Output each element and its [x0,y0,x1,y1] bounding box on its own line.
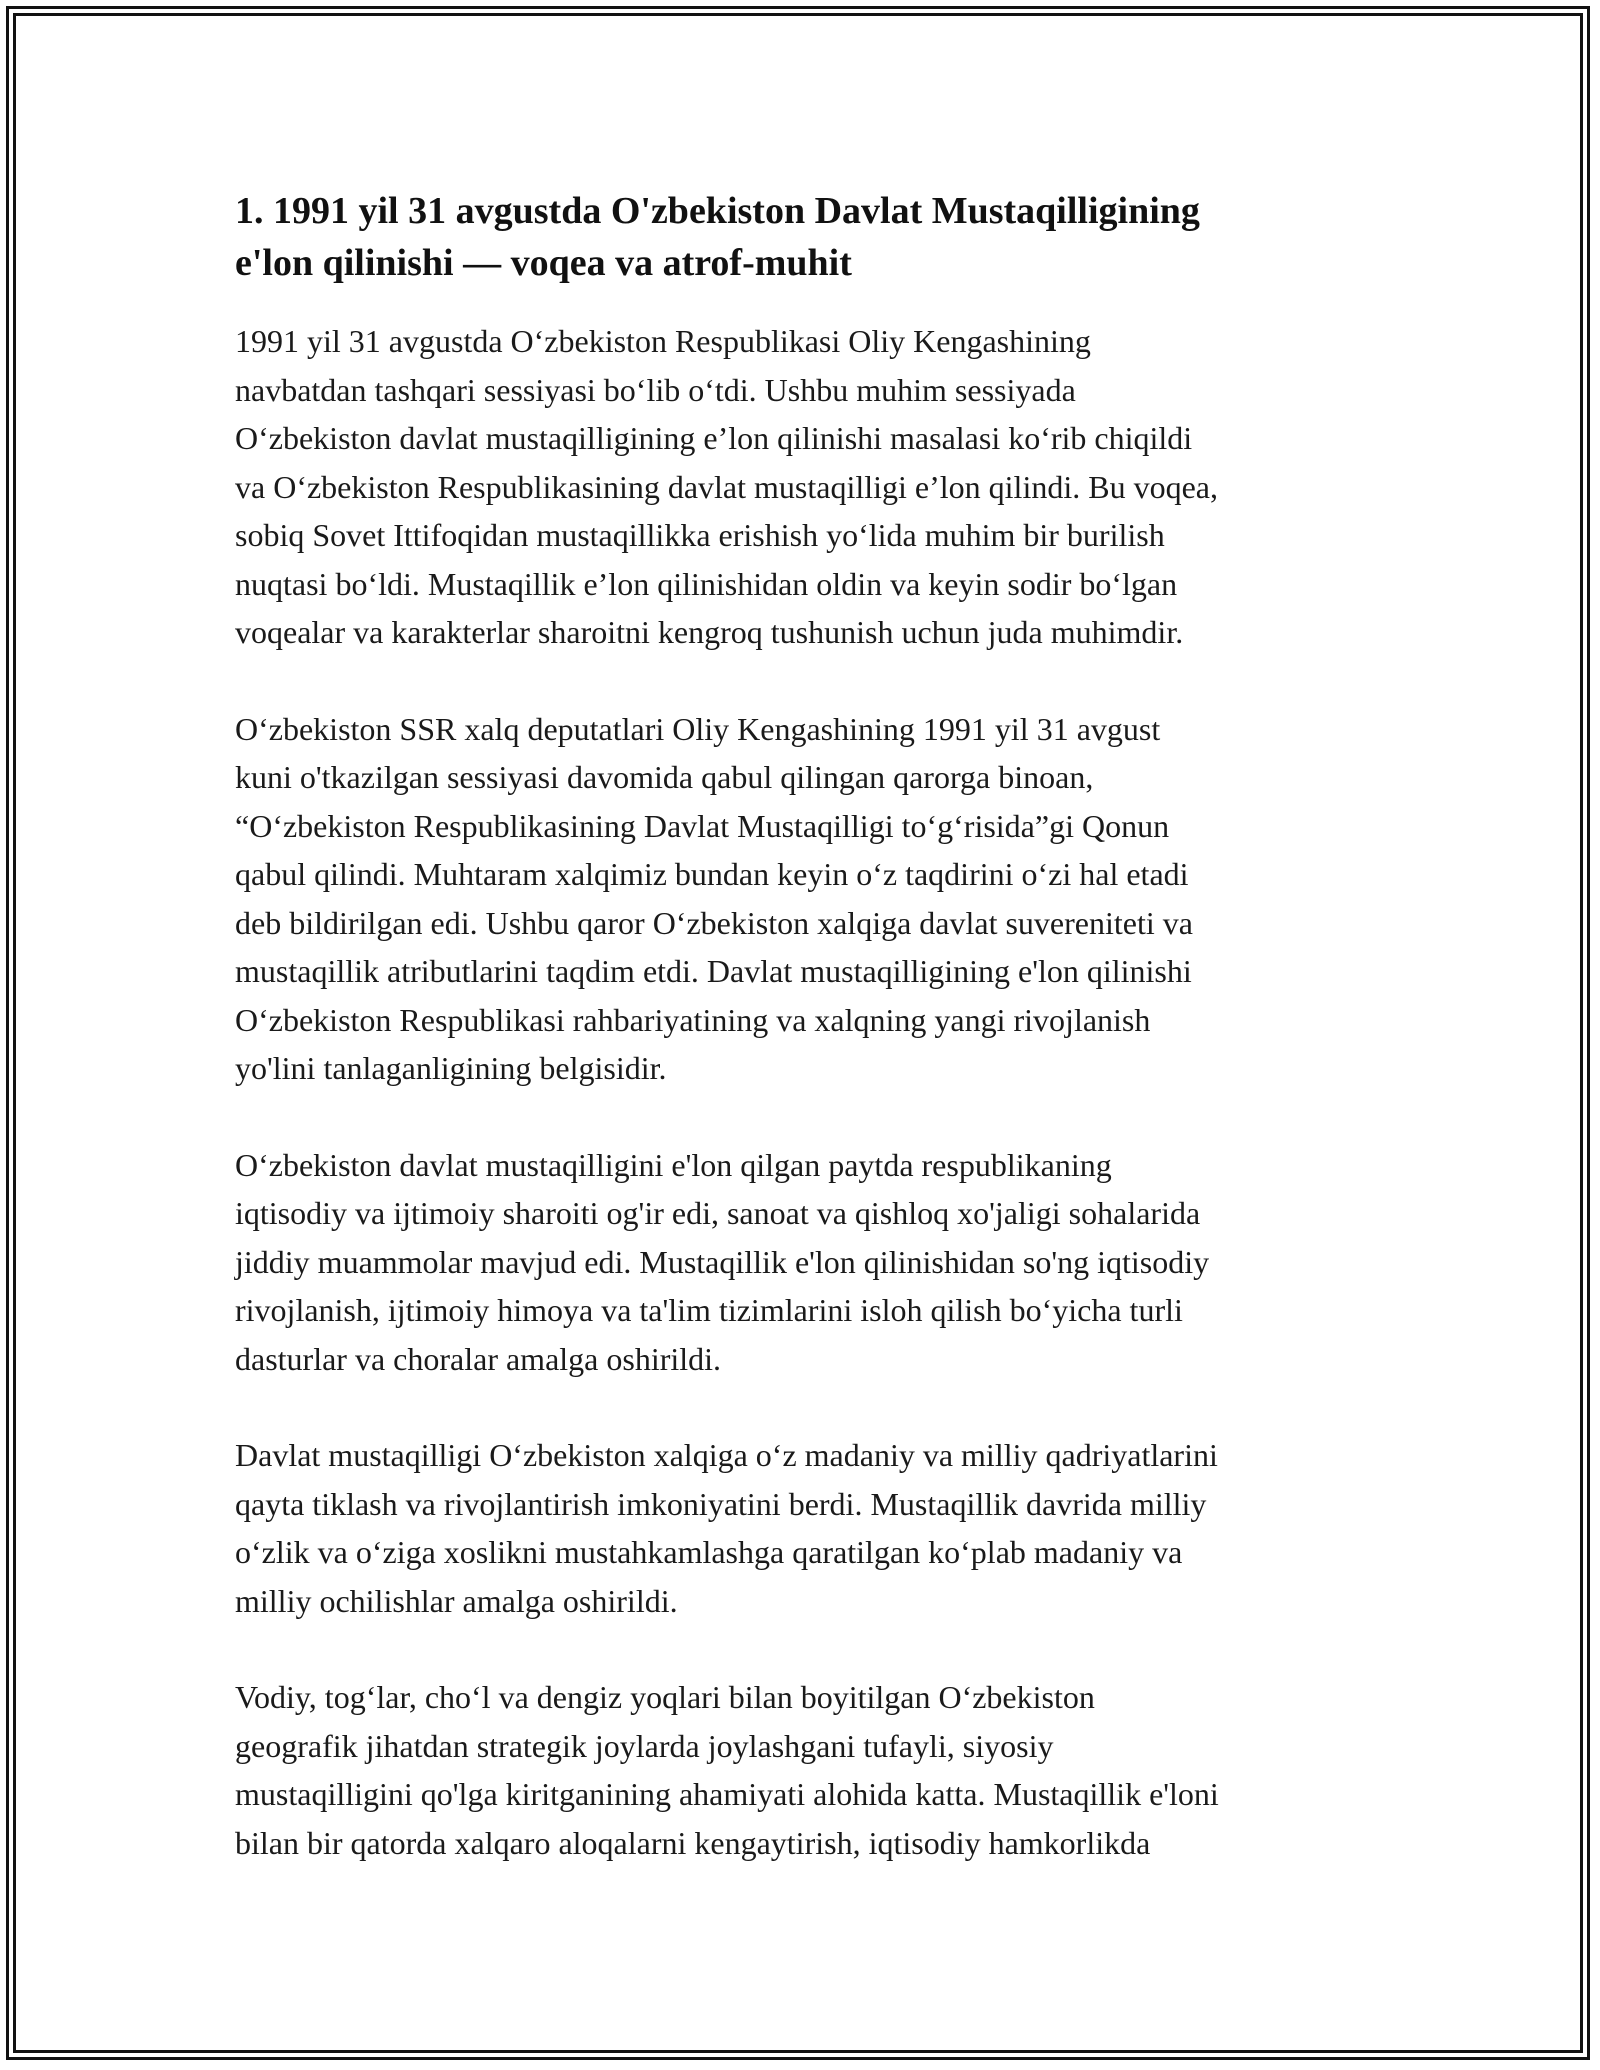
text-line: dasturlar va choralar amalga oshirildi. [235,1340,722,1377]
text-line: bilan bir qatorda xalqaro aloqalarni kengaytirish, iqtisodiy hamkorlikda [235,1824,1151,1861]
text-line: qabul qilindi. Muhtaram xalqimiz bundan keyin o‘z taqdirini o‘zi hal etadi [235,856,1189,892]
text-line: geografik jihatdan strategik joylarda joylashgani tufayli, siyosiy [235,1727,1054,1764]
text-line: sobiq Sovet Ittifoqidan mustaqillikka erishish yo‘lida muhim bir burilish [235,517,1165,553]
paragraph-4 [235,1431,1365,1625]
text-line: deb bildirilgan edi. Ushbu qaror O‘zbekiston xalqiga davlat suvereniteti va [235,904,1193,941]
text-line: O‘zbekiston SSR xalq deputatlari Oliy Kengashining 1991 yil 31 avgust [235,710,1161,747]
paragraph-3 [235,1141,1365,1384]
heading-line: 1. 1991 yil 31 avgustda O'zbekiston Davlat Mustaqilligining [235,190,1200,232]
text-line: O‘zbekiston Respublikasi rahbariyatining va xalqning yangi rivojlanish [235,1001,1151,1038]
text-line: yo'lini tanlaganligining belgisidir. [235,1050,667,1086]
text-line: o‘zlik va o‘ziga xoslikni mustahkamlashga qaratilgan ko‘plab madaniy va [235,1534,1183,1570]
text-line: O‘zbekiston davlat mustaqilligini e'lon qilgan paytda respublikaning [235,1146,1112,1183]
text-line: mustaqillik atributlarini taqdim etdi. Davlat mustaqilligining e'lon qilinishi [235,953,1192,989]
document-body [235,185,1365,1915]
section-heading [235,185,1365,289]
text-line: “O‘zbekiston Respublikasining Davlat Mustaqilligi to‘g‘risida”gi Qonun [235,807,1170,844]
paragraph-2 [235,705,1365,1093]
text-line: kuni o'tkazilgan sessiyasi davomida qabul qilingan qarorga binoan, [235,759,1094,795]
text-line: O‘zbekiston davlat mustaqilligining e’lon qilinishi masalasi ko‘rib chiqildi [235,420,1193,456]
text-line: va O‘zbekiston Respublikasining davlat mustaqilligi e’lon qilindi. Bu voqea, [235,468,1218,505]
text-line: Vodiy, tog‘lar, cho‘l va dengiz yoqlari bilan boyitilgan O‘zbekiston [235,1679,1095,1715]
text-line: iqtisodiy va ijtimoiy sharoiti og'ir edi, sanoat va qishloq xo'jaligi sohalarida [235,1195,1201,1231]
text-line: qayta tiklash va rivojlantirish imkoniyatini berdi. Mustaqillik davrida milliy [235,1485,1207,1522]
text-line: jiddiy muammolar mavjud edi. Mustaqillik e'lon qilinishidan so'ng iqtisodiy [235,1243,1210,1280]
text-line: mustaqilligini qo'lga kiritganining ahamiyati alohida katta. Mustaqillik e'loni [235,1776,1219,1812]
paragraph-1 [235,317,1365,657]
text-line: rivojlanish, ijtimoiy himoya va ta'lim tizimlarini isloh qilish bo‘yicha turli [235,1292,1183,1328]
heading-line: e'lon qilinishi — voqea va atrof-muhit [235,242,852,284]
paragraph-5 [235,1673,1365,1867]
text-line: voqealar va karakterlar sharoitni kengroq tushunish uchun juda muhimdir. [235,614,1184,650]
text-line: navbatdan tashqari sessiyasi bo‘lib o‘tdi. Ushbu muhim sessiyada [235,371,1076,408]
text-line: milliy ochilishlar amalga oshirildi. [235,1582,678,1619]
text-line: Davlat mustaqilligi O‘zbekiston xalqiga o‘z madaniy va milliy qadriyatlarini [235,1437,1218,1473]
text-line: 1991 yil 31 avgustda O‘zbekiston Respublikasi Oliy Kengashining [235,323,1091,359]
text-line: nuqtasi bo‘ldi. Mustaqillik e’lon qilinishidan oldin va keyin sodir bo‘lgan [235,565,1178,602]
